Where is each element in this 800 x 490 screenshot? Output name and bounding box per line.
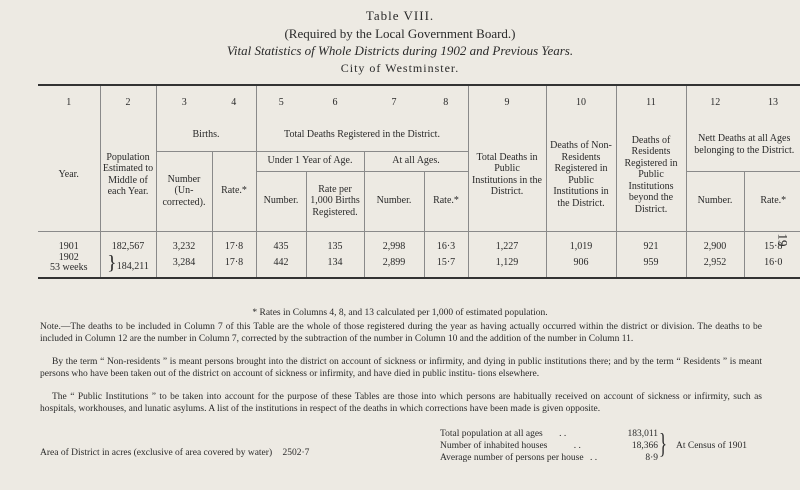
u1-number-header: Number.: [256, 171, 306, 231]
year-value: 1902: [58, 251, 79, 263]
vital-statistics-table: [38, 84, 800, 279]
census-item-value: 18,366: [631, 441, 658, 451]
page-number: 19: [775, 233, 791, 247]
census-item-dots: . .: [589, 453, 598, 463]
year-note: 53 weeks: [50, 261, 88, 273]
births-number-cell: 3,232: [156, 231, 212, 253]
all-rate-header: Rate.*: [424, 171, 468, 231]
nett-deaths-header: Nett Deaths at all Ages belonging to the District.: [686, 119, 800, 171]
births-rate-cell: 17·8: [212, 231, 256, 253]
table-row: [38, 253, 800, 278]
col-num-10: 10: [546, 85, 616, 119]
year-cell: [38, 253, 100, 278]
nett-rate-cell: 16·0: [744, 253, 800, 278]
under1-header: Under 1 Year of Age.: [256, 151, 364, 171]
col-num-13: 13: [744, 85, 800, 119]
institutions-header: Total Deaths in Public Institutions in the District.: [468, 119, 546, 231]
col-num-2: 2: [100, 85, 156, 119]
u1-rate-header: Rate per 1,000 Births Registered.: [306, 171, 364, 231]
nett-rate-header: Rate.*: [744, 171, 800, 231]
institutions-cell: 1,227: [468, 231, 546, 253]
table-number: Table VIII.: [365, 8, 435, 23]
area-label: Area of District in acres (exclusive of area covered by water): [40, 448, 273, 458]
census-item-dots: . .: [573, 441, 581, 451]
u1-rate-cell: 134: [306, 253, 364, 278]
census-item: [440, 453, 597, 463]
nett-rate-cell: 15·8: [764, 240, 783, 252]
col-num-8: 8: [424, 85, 468, 119]
residents-beyond-cell: 959: [616, 253, 686, 278]
nett-number-cell: 2,900: [686, 231, 744, 253]
births-number-cell: 3,284: [156, 253, 212, 278]
non-residents-cell: 1,019: [546, 231, 616, 253]
residents-beyond-header: Deaths of Residents Registered in Public Institutions beyond the District.: [616, 119, 686, 231]
required-by: (Required by the Local Government Board.): [284, 26, 516, 41]
col-num-4: 4: [212, 85, 256, 119]
year-cell: 1901: [38, 231, 100, 253]
non-residents-header: Deaths of Non-Residents Registered in Public Institutions in the District.: [546, 119, 616, 231]
residents-beyond-cell: 921: [616, 231, 686, 253]
note-paragraph: Note.—The deaths to be included in Column 7 of this Table are the whole of those registered during the year as having actually occurred within the district or division. The deaths to be included in Column 12 are the number in Column 7, corrected by the subtraction of the number in Column 10 and the addition of the number in Column 11.: [40, 322, 762, 344]
births-rate-header: Rate.*: [212, 151, 256, 231]
all-rate-cell: 15·7: [424, 253, 468, 278]
u1-number-cell: 435: [256, 231, 306, 253]
col-num-12: 12: [686, 85, 744, 119]
table-subtitle: Vital Statistics of Whole Districts during 1902 and Previous Years.: [226, 43, 574, 58]
col-num-6: 6: [306, 85, 364, 119]
census-item: [440, 429, 566, 439]
note-paragraph: The “ Public Institutions ” to be taken into account for the purpose of these Tables are those into which persons are habitually received on account of sickness or infirmity, such as hospitals, workhouses, and lunatic asylums. A list of the institutions in respect of the deaths in which corrections have been made is given opposite.: [40, 392, 762, 414]
col-num-1: 1: [38, 85, 100, 119]
population-cell: 182,567: [100, 231, 156, 253]
nett-number-header: Number.: [686, 171, 744, 231]
col-num-11: 11: [616, 85, 686, 119]
col-num-3: 3: [156, 85, 212, 119]
district-name: City of Westminster.: [340, 61, 460, 75]
total-deaths-header: Total Deaths Registered in the District.: [256, 119, 468, 151]
table-row: [38, 231, 800, 253]
all-rate-cell: 16·3: [424, 231, 468, 253]
u1-rate-cell: 135: [306, 231, 364, 253]
births-rate-cell: 17·8: [212, 253, 256, 278]
brace-icon: }: [107, 251, 117, 274]
col-num-9: 9: [468, 85, 546, 119]
brace-icon: }: [659, 429, 668, 460]
non-residents-cell: 906: [546, 253, 616, 278]
all-ages-header: At all Ages.: [364, 151, 468, 171]
births-number-header: Number (Un-corrected).: [156, 151, 212, 231]
population-cell: [100, 253, 156, 278]
col-num-5: 5: [256, 85, 306, 119]
area-line: [40, 448, 309, 458]
population-value: 184,211: [116, 260, 149, 272]
all-number-header: Number.: [364, 171, 424, 231]
footnote: * Rates in Columns 4, 8, and 13 calculated per 1,000 of estimated population.: [252, 308, 548, 318]
census-label: At Census of 1901: [676, 441, 747, 451]
institutions-cell: 1,129: [468, 253, 546, 278]
all-number-cell: 2,899: [364, 253, 424, 278]
census-item-dots: . .: [559, 429, 567, 439]
note-paragraph: By the term “ Non-residents ” is meant persons brought into the district on account of sickness or infirmity, and dying in public institutions there; and by the term “ Residents ” is meant persons who have been taken out of the district on account of sickness or infirmity, and have died in public institu- tions elsewhere.: [40, 357, 762, 379]
census-item: [440, 441, 581, 451]
year-header: Year.: [38, 119, 100, 231]
census-item-label: Number of inhabited houses: [440, 441, 548, 451]
births-header: Births.: [156, 119, 256, 151]
u1-number-cell: 442: [256, 253, 306, 278]
census-item-label: Total population at all ages: [440, 429, 543, 439]
area-value: 2502·7: [282, 448, 310, 458]
population-header: Population Estimated to Middle of each Year.: [100, 119, 156, 231]
nett-number-cell: 2,952: [686, 253, 744, 278]
census-item-label: Average number of persons per house: [440, 453, 584, 463]
census-item-value: 8·9: [645, 453, 658, 463]
col-num-7: 7: [364, 85, 424, 119]
all-number-cell: 2,998: [364, 231, 424, 253]
census-item-value: 183,011: [627, 429, 658, 439]
